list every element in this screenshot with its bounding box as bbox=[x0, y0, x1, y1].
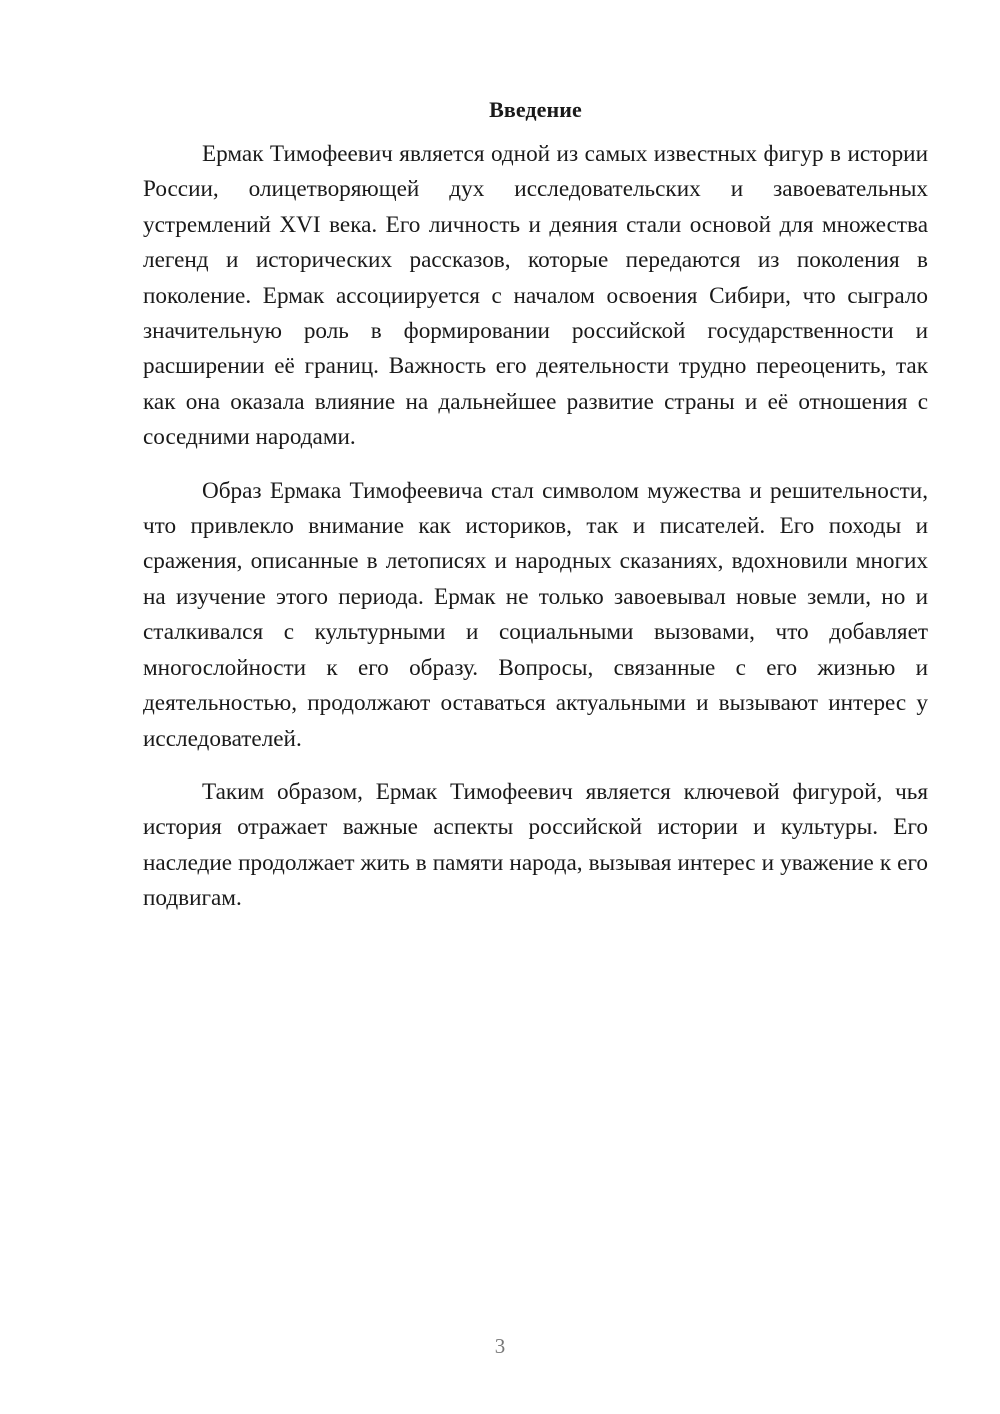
page-content bbox=[143, 95, 928, 935]
paragraph-1: Ермак Тимофеевич является одной из самых известных фигур в истории России, олицетворяющей дух исследовательских и завоевательных устремлений XVI века. Его личность и деяния стали основой для множества легенд и исторических рассказов, которые передаются из поколения в поколение. Ермак ассоциируется с началом освоения Сибири, что сыграло значительную роль в формировании российской государственности и расширении её границ. Важность его деятельности трудно переоценить, так как она оказала влияние на дальнейшее развитие страны и её отношения с соседними народами. bbox=[143, 141, 928, 451]
section-title: Введение bbox=[489, 97, 582, 122]
paragraph-3: Таким образом, Ермак Тимофеевич является ключевой фигурой, чья история отражает важные аспекты российской истории и культуры. Его наследие продолжает жить в памяти народа, вызывая интерес и уважение к его подвигам. bbox=[143, 778, 928, 912]
paragraph-2: Образ Ермака Тимофеевича стал символом мужества и решительности, что привлекло внимание как историков, так и писателей. Его походы и сражения, описанные в летописях и народных сказаниях, вдохновили многих на изучение этого периода. Ермак не только завоевывал новые земли, но и сталкивался с культурными и социальными вызовами, что добавляет многослойности к его образу. Вопросы, связанные с его жизнью и деятельностью, продолжают оставаться актуальными и вызывают интерес у исследователей. bbox=[143, 477, 928, 752]
page-number: 3 bbox=[494, 1334, 506, 1358]
